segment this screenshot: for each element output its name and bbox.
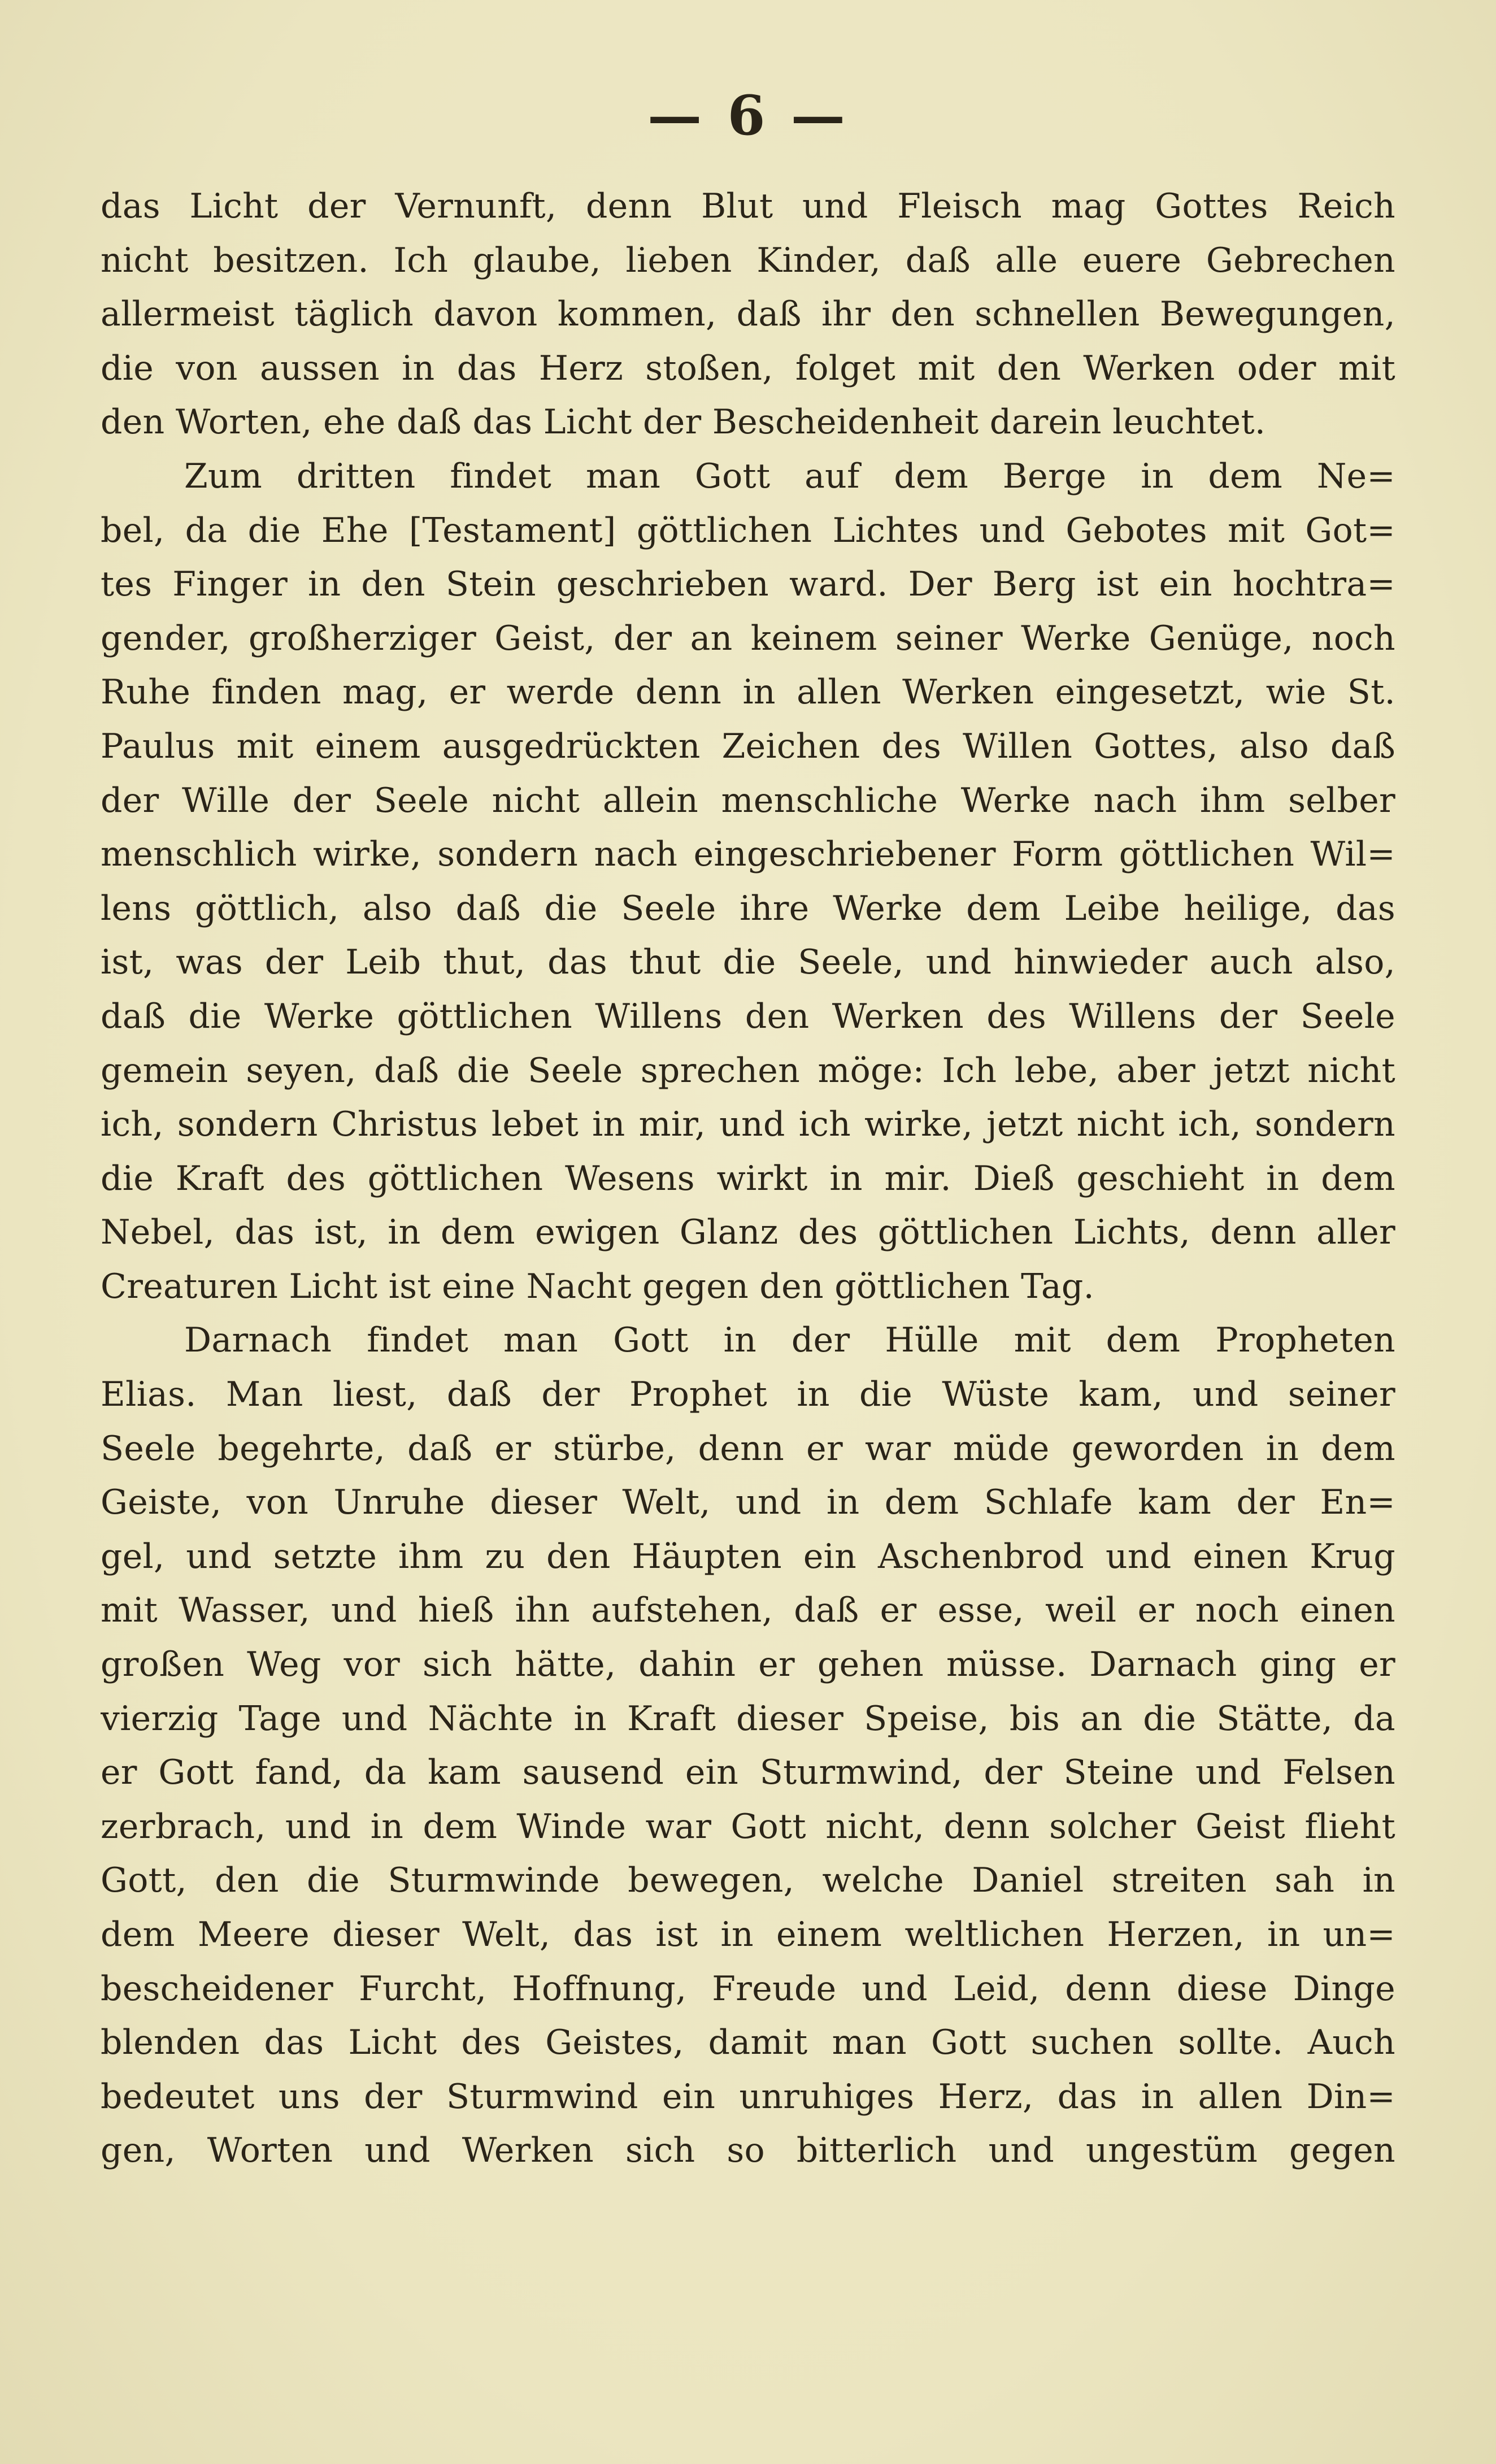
text-line: bescheidener Furcht, Hoffnung, Freude und Leid, denn diese Dinge: [101, 1968, 1395, 2009]
text-line: Zum dritten findet man Gott auf dem Berge in dem Ne=: [184, 456, 1395, 496]
text-line: dem Meere dieser Welt, das ist in einem weltlichen Herzen, in un=: [101, 1915, 1395, 1954]
text-line: großen Weg vor sich hätte, dahin er gehen müsse. Darnach ging er: [101, 1645, 1395, 1685]
text-line: ist, was der Leib thut, das thut die Seele, und hinwieder auch also,: [101, 942, 1395, 983]
text-line: bel, da die Ehe [Testament] göttlichen Lichtes und Gebotes mit Got=: [101, 510, 1395, 550]
text-line: vierzig Tage und Nächte in Kraft dieser Speise, bis an die Stätte, da: [101, 1698, 1395, 1739]
text-line: nicht besitzen. Ich glaube, lieben Kinder, daß alle euere Gebrechen: [101, 240, 1395, 280]
text-line: Seele begehrte, daß er stürbe, denn er war müde geworden in dem: [101, 1428, 1395, 1468]
text-line: bedeutet uns der Sturmwind ein unruhiges Herz, das in allen Din=: [101, 2076, 1395, 2117]
text-line: Gott, den die Sturmwinde bewegen, welche Daniel streiten sah in: [101, 1861, 1395, 1901]
text-line: Darnach findet man Gott in der Hülle mit dem Propheten: [184, 1320, 1395, 1361]
text-line: die von aussen in das Herz stoßen, folget mit den Werken oder mit: [101, 348, 1395, 388]
text-line: menschlich wirke, sondern nach eingeschriebener Form göttlichen Wil=: [101, 835, 1395, 875]
text-line: der Wille der Seele nicht allein menschliche Werke nach ihm selber: [101, 780, 1395, 820]
text-line: Nebel, das ist, in dem ewigen Glanz des göttlichen Lichts, denn aller: [101, 1213, 1395, 1253]
text-line: ich, sondern Christus lebet in mir, und ich wirke, jetzt nicht ich, sondern: [101, 1105, 1395, 1145]
text-line: er Gott fand, da kam sausend ein Sturmwind, der Steine und Felsen: [101, 1753, 1395, 1793]
text-line: Ruhe finden mag, er werde denn in allen Werken eingesetzt, wie St.: [101, 672, 1395, 712]
paragraph-2: [101, 450, 1395, 1314]
text-line: gel, und setzte ihm zu den Häupten ein Aschenbrod und einen Krug: [101, 1536, 1395, 1576]
paragraph-3: [101, 1314, 1395, 2178]
text-line: tes Finger in den Stein geschrieben ward. Der Berg ist ein hochtra=: [101, 564, 1395, 605]
page-number: — 6 —: [647, 84, 849, 147]
text-line: zerbrach, und in dem Winde war Gott nicht, denn solcher Geist flieht: [101, 1806, 1395, 1846]
body-text: [101, 180, 1395, 2178]
text-line: Creaturen Licht ist eine Nacht gegen den göttlichen Tag.: [101, 1266, 1094, 1306]
text-line: lens göttlich, also daß die Seele ihre Werke dem Leibe heilige, das: [101, 888, 1395, 928]
text-line: den Worten, ehe daß das Licht der Bescheidenheit darein leuchtet.: [101, 402, 1266, 442]
text-line: Paulus mit einem ausgedrückten Zeichen des Willen Gottes, also daß: [101, 726, 1395, 766]
text-line: Geiste, von Unruhe dieser Welt, und in dem Schlafe kam der En=: [101, 1483, 1395, 1523]
text-line: allermeist täglich davon kommen, daß ihr den schnellen Bewegungen,: [101, 294, 1395, 334]
text-line: Elias. Man liest, daß der Prophet in die Wüste kam, und seiner: [101, 1375, 1395, 1415]
text-line: gender, großherziger Geist, der an keinem seiner Werke Genüge, noch: [101, 618, 1395, 658]
text-line: blenden das Licht des Geistes, damit man Gott suchen sollte. Auch: [101, 2023, 1395, 2063]
text-line: mit Wasser, und hieß ihn aufstehen, daß er esse, weil er noch einen: [101, 1590, 1395, 1631]
text-line: daß die Werke göttlichen Willens den Werken des Willens der Seele: [101, 996, 1395, 1036]
text-line: das Licht der Vernunft, denn Blut und Fleisch mag Gottes Reich: [101, 186, 1395, 226]
text-line: gen, Worten und Werken sich so bitterlich und ungestüm gegen: [101, 2131, 1395, 2171]
text-line: die Kraft des göttlichen Wesens wirkt in mir. Dieß geschieht in dem: [101, 1158, 1395, 1198]
paragraph-1: [101, 180, 1395, 450]
text-line: gemein seyen, daß die Seele sprechen möge: Ich lebe, aber jetzt nicht: [101, 1050, 1395, 1090]
